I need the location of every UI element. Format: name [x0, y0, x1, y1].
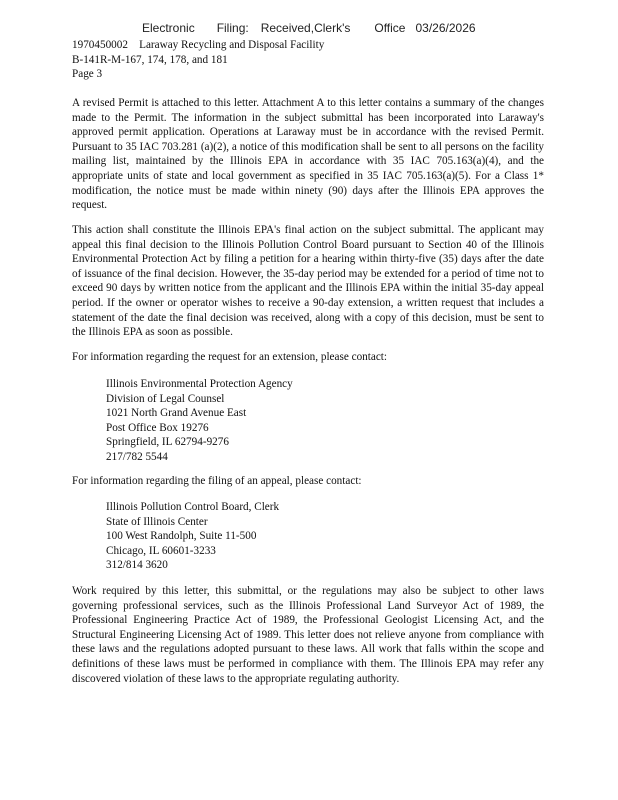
paragraph-appeal-contact [72, 474, 544, 489]
paragraph-text: For information regarding the request for an extension, please contact: [72, 351, 388, 363]
stamp-received: Received,Clerk's [260, 21, 351, 35]
address-phone: 312/814 3620 [106, 559, 168, 572]
address-line: 100 West Randolph, Suite 11-500 [106, 530, 257, 543]
paragraph-text: This action shall constitute the Illinois EPA's final action on the subject submittal. The applicant may appeal this final decision to the Illinois Pollution Control Board pursuant to Section 40 of the Illinois Environmental Protection Act by filing a petition for a hearing within thirty-five (35) days after the date of issuance of the final decision. However, the 35-day period may be extended for a period of time not to exceed 90 days by written notice from the applicant and the Illinois EPA within the initial 35-day appeal period. If the owner or operator wishes to receive a 90-day extension, a written request that includes a statement of the date the final decision was received, along with a copy of this decision, must be sent to the Illinois EPA as soon as possible. [72, 224, 544, 339]
filing-stamp [142, 21, 476, 35]
header-permit-line: B-141R-M-167, 174, 178, and 181 [72, 53, 228, 66]
address-legal-counsel [106, 377, 506, 465]
address-line: State of Illinois Center [106, 515, 208, 528]
paragraph-text: A revised Permit is attached to this letter. Attachment A to this letter contains a summary of the changes made to the Permit. The information in the subject submittal has been incorporated into Laraway's approved permit application. Operations at Laraway must be in accordance with the revised Permit. Pursuant to 35 IAC 703.281 (a)(2), a notice of this modification shall be sent to all persons on the facility mailing list, maintained by the Illinois EPA in accordance with 35 IAC 705.163(a)(4), and the appropriate units of state and local government as specified in 35 IAC 705.163(a)(5). For a Class 1* modification, the notice must be made within ninety (90) days after the Illinois EPA approves the request. [72, 97, 544, 212]
address-line: Illinois Environmental Protection Agency [106, 378, 293, 390]
address-line: Chicago, IL 60601-3233 [106, 544, 216, 557]
address-phone: 217/782 5544 [106, 450, 168, 463]
paragraph-extension-contact [72, 350, 544, 365]
stamp-date: 03/26/2026 [415, 21, 476, 35]
header-facility-line: 1970450002 Laraway Recycling and Disposal Facility [72, 39, 325, 51]
stamp-filing: Filing: [216, 21, 249, 35]
address-line: Springfield, IL 62794-9276 [106, 436, 229, 449]
header-page-number: Page 3 [72, 68, 103, 81]
address-line: Division of Legal Counsel [106, 392, 225, 405]
paragraph-text: Work required by this letter, this submittal, or the regulations may also be subject to other laws governing professional services, such as the Illinois Professional Land Surveyor Act of 1989, the Professional Engineering Practice Act of 1989, the Professional Geologist Licensing Act, and the Structural Engineering Licensing Act of 1989. This letter does not relieve anyone from compliance with these laws and the regulations adopted pursuant to these laws. All work that falls within the scope and definitions of these laws must be performed in compliance with them. The Illinois EPA may refer any discovered violation of these laws to the appropriate regulating authority. [72, 585, 544, 685]
address-line: Illinois Pollution Control Board, Clerk [106, 501, 280, 513]
address-pollution-control-board [106, 500, 506, 573]
paragraph-revised-permit [72, 96, 544, 213]
stamp-electronic: Electronic [142, 21, 195, 35]
paragraph-appeal-rights [72, 223, 544, 340]
paragraph-text: For information regarding the filing of an appeal, please contact: [72, 475, 362, 487]
address-line: 1021 North Grand Avenue East [106, 407, 247, 420]
stamp-office: Office [374, 21, 406, 35]
letter-header [72, 38, 544, 82]
address-line: Post Office Box 19276 [106, 421, 209, 434]
paragraph-professional-services [72, 584, 544, 686]
